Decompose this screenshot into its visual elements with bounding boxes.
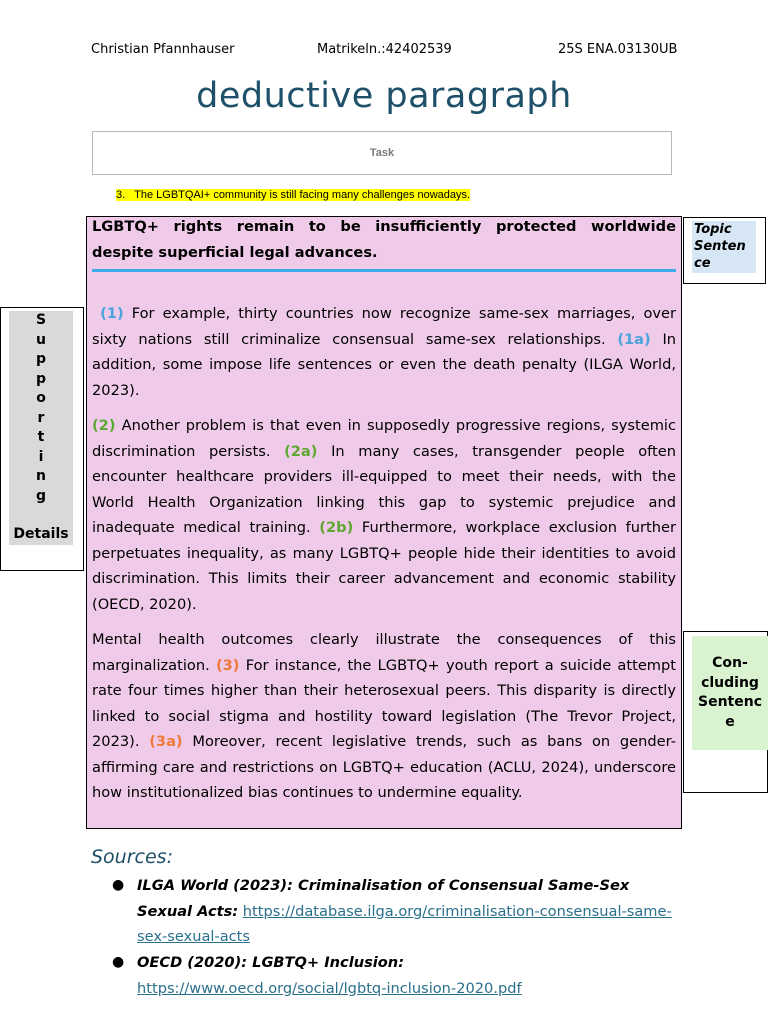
text-1a: In addition, some impose life sentences or even the death penalty (ILGA World, 2023). <box>92 330 676 399</box>
marker-2b: (2b) <box>319 519 354 536</box>
sources-heading: Sources: <box>91 846 173 868</box>
text-2: Another problem is that even in supposedly progressive regions, systemic discrimination persists. <box>92 417 676 460</box>
text-1: For example, thirty countries now recognize same-sex marriages, over sixty nations still criminalize consensual same-sex relationships. <box>92 305 676 348</box>
letter: r <box>37 409 45 426</box>
concluding-label-line: e <box>725 713 735 730</box>
letter: o <box>36 390 46 406</box>
letter: g <box>35 487 47 504</box>
concluding-label-line: Con- <box>712 655 748 671</box>
topic-sentence: LGBTQ+ rights remain to be insufficiently protected worldwide despite superficial legal advances. <box>92 218 676 261</box>
marker-3a: (3a) <box>149 733 183 750</box>
source-link[interactable]: https://database.ilga.org/criminalisation-consensual-same-sex-sexual-acts <box>137 902 672 945</box>
concluding-sentence-label <box>692 636 768 750</box>
letter: n <box>36 468 46 484</box>
text-3: For instance, the LGBTQ+ youth report a suicide attempt rate four times higher than their heterosexual peers. This disparity is directly linked to social stigma and hostility toward legislation (The Trevor Project, 2023). <box>92 656 676 750</box>
topic-sentence-label <box>692 221 756 273</box>
source-title: OECD (2020): LGBTQ+ Inclusion: <box>137 954 405 971</box>
text-2b: Furthermore, workplace exclusion further perpetuates inequality, as many LGBTQ+ people hide their identities to avoid discrimination. This limits their career advancement and economic stability (OECD, 2020). <box>92 519 676 613</box>
letter: u <box>36 331 46 348</box>
supporting-details-label <box>9 311 73 545</box>
page-title: deductive paragraph <box>196 76 572 116</box>
bullet-icon: ● <box>112 954 125 970</box>
bullet-icon: ● <box>112 877 125 893</box>
author-name: Christian Pfannhauser <box>91 42 235 57</box>
letter: i <box>38 448 44 465</box>
letter: p <box>35 351 47 367</box>
marker-2: (2) <box>92 417 116 434</box>
source-title: ILGA World (2023): Criminalisation of Consensual Same-Sex Sexual Acts: <box>137 877 630 920</box>
course-code: 25S ENA.03130UB <box>558 42 678 57</box>
letter: t <box>37 429 45 445</box>
marker-2a: (2a) <box>284 442 318 460</box>
topic-label-line: Topic <box>694 222 732 237</box>
letter: p <box>35 370 47 387</box>
concluding-paragraph <box>92 627 676 806</box>
concluding-label-line: Sentenc <box>698 694 762 710</box>
marker-3: (3) <box>215 656 240 674</box>
task-box <box>92 131 672 175</box>
supporting-paragraph-1 <box>92 301 676 403</box>
text-2a: In many cases, transgender people often encounter healthcare providers ill-equipped to meet their needs, with the World Health Organization linking this gap to systemic prejudice and inadequate medical training. <box>92 442 676 536</box>
source-item <box>137 873 677 950</box>
text-3-intro: Mental health outcomes clearly illustrate the consequences of this marginalization. <box>92 631 676 674</box>
marker-1a: (1a) <box>617 330 651 348</box>
source-item <box>137 950 677 1001</box>
supporting-paragraph-2 <box>92 413 676 617</box>
task-label: Task <box>369 147 395 159</box>
topic-label-line: ce <box>694 256 711 271</box>
supporting-letters <box>9 311 73 506</box>
task-item: 3. The LGBTQAI+ community is still facing many challenges nowadays. <box>116 189 471 201</box>
topic-divider <box>92 269 676 272</box>
topic-label-line: Senten <box>694 239 746 254</box>
letter: S <box>35 312 47 328</box>
concluding-label-line: cluding <box>701 674 759 691</box>
source-link[interactable]: https://www.oecd.org/social/lgbtq-inclusion-2020.pdf <box>137 979 522 997</box>
matrikel-number: Matrikeln.:42402539 <box>317 42 452 57</box>
details-word: Details <box>13 526 69 542</box>
text-3a: Moreover, recent legislative trends, such as bans on gender-affirming care and restrictions on LGBTQ+ education (ACLU, 2024), underscore how institutionalized bias continues to undermine equality. <box>92 733 676 801</box>
marker-1: (1) <box>100 305 124 322</box>
